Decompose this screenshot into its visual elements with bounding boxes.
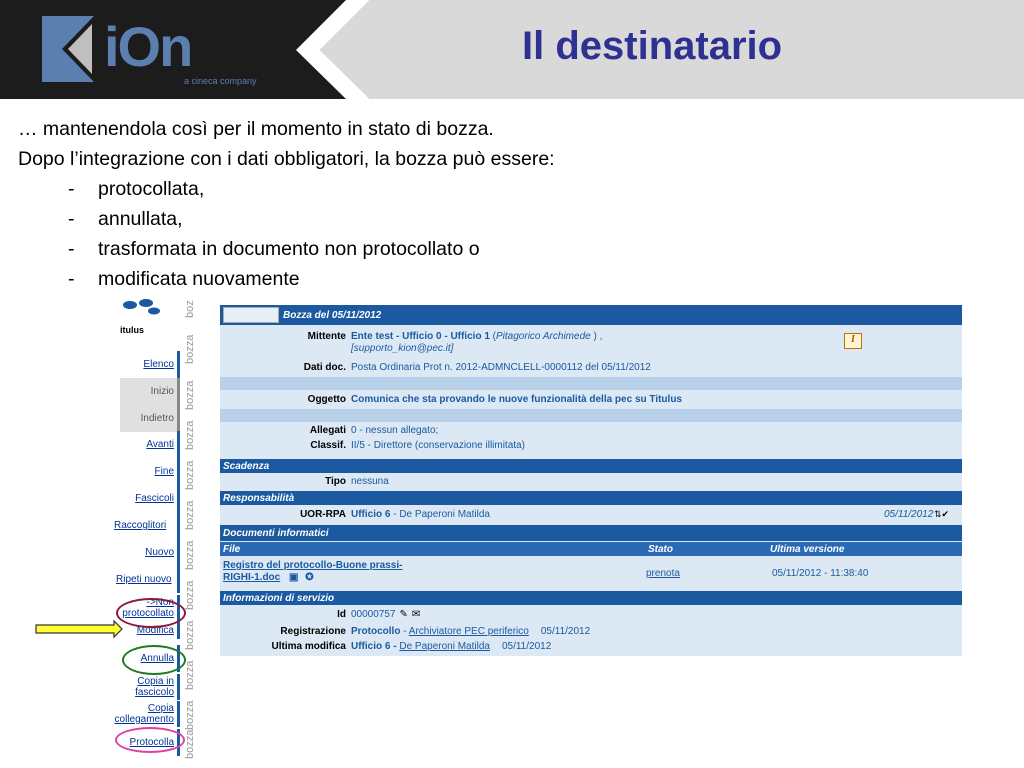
classif-row: Classif. II/5 - Direttore (conservazione illimitata)	[310, 440, 525, 451]
sidebar-item-protocolla[interactable]: Protocolla	[120, 729, 180, 756]
registrazione-row: Registrazione Protocollo - Archiviatore PEC periferico 05/11/2012	[280, 626, 591, 637]
vertical-label: bozza	[184, 420, 196, 450]
annotation-circle-pink	[115, 727, 185, 753]
separator-band	[220, 377, 962, 390]
vertical-label: bozza	[184, 334, 196, 364]
scadenza-bar: Scadenza	[220, 459, 962, 473]
vertical-label: bozza	[184, 500, 196, 530]
annotation-circle-green	[122, 645, 186, 675]
body-line: Dopo l’integrazione con i dati obbligatori, la bozza può essere:	[18, 148, 555, 170]
file-row	[220, 560, 962, 584]
id-row: Id 00000757 ✎ ✉	[337, 609, 421, 620]
sidebar-item-inizio[interactable]: Inizio	[120, 378, 180, 405]
file-stato-link[interactable]: prenota	[646, 568, 680, 579]
slide-body	[18, 114, 555, 294]
print-icon[interactable]	[223, 307, 279, 323]
documenti-bar: Documenti informatici	[220, 525, 962, 541]
save-icon[interactable]: ▣	[289, 572, 299, 583]
vertical-label: bozza	[184, 540, 196, 570]
mittente-email: [supporto_kion@pec.it]	[351, 343, 454, 354]
mittente-row: Mittente Ente test - Ufficio 0 - Ufficio 1 (Pitagorico Archimede ) , [supporto_kion@pec.it] I	[220, 331, 962, 355]
ultima-modifica-row: Ultima modifica Ufficio 6 - De Paperoni Matilda 05/11/2012	[271, 641, 552, 652]
bullet-item: - modificata nuovamente	[18, 264, 555, 294]
tipo-row: Tipo nessuna	[325, 476, 389, 487]
sidebar-item-copia-fascicolo[interactable]: Copia in fascicolo	[120, 674, 180, 700]
bullet-item: - protocollata,	[18, 174, 555, 204]
separator-band	[220, 409, 962, 422]
titulus-logo-icon	[120, 297, 182, 337]
vertical-label: boz	[184, 300, 196, 318]
slide-header	[0, 0, 1024, 99]
vertical-label: bozza	[184, 620, 196, 650]
servizio-bar: Informazioni di servizio	[220, 591, 962, 605]
sidebar-item-ripeti-nuovo[interactable]: Ripeti nuovo	[120, 566, 180, 593]
vertical-label: bozza	[184, 700, 196, 730]
annotation-circle-red	[116, 598, 186, 628]
file-link[interactable]: RIGHI-1.doc	[223, 572, 281, 583]
document-panel	[220, 305, 962, 656]
sidebar-item-raccoglitori[interactable]: Raccoglitori	[120, 512, 180, 539]
kion-logo-k-icon	[42, 16, 94, 82]
vertical-label: bozza	[184, 580, 196, 610]
arrow-icon	[34, 620, 124, 638]
vertical-label: bozza	[184, 660, 196, 690]
bullet-item: - annullata,	[18, 204, 555, 234]
sidebar-item-annulla[interactable]: Annulla	[120, 645, 180, 672]
doc-title: Bozza del 05/11/2012	[283, 309, 382, 321]
file-versione: 05/11/2012 - 11:38:40	[772, 568, 869, 579]
sidebar-item-avanti[interactable]: Avanti	[120, 431, 180, 458]
sidebar-item-modifica[interactable]: Modifica	[120, 621, 180, 639]
logo-text: iOn	[104, 15, 192, 78]
mittente-label: Mittente	[307, 331, 346, 342]
responsabilita-bar: Responsabilità	[220, 491, 962, 505]
uor-date: 05/11/2012	[884, 509, 934, 520]
file-table-header: File Stato Ultima versione	[220, 542, 962, 556]
allegati-row: Allegati 0 - nessun allegato;	[309, 425, 439, 436]
oggetto-row: Oggetto Comunica che sta provando le nuove funzionalità della pec su Titulus	[307, 394, 682, 405]
edit-icon[interactable]: ✎	[399, 609, 408, 620]
vertical-label: bozza	[184, 380, 196, 410]
mittente-person: Pitagorico Archimede	[496, 331, 591, 342]
sidebar-nav	[114, 297, 200, 759]
sign-icon[interactable]: ✪	[305, 572, 314, 583]
vertical-label: bozza	[184, 460, 196, 490]
bullet-item: - trasformata in documento non protocollato o	[18, 234, 555, 264]
sidebar-item-indietro[interactable]: Indietro	[120, 405, 180, 432]
body-line: … mantenendola così per il momento in stato di bozza.	[18, 118, 494, 140]
info-icon[interactable]: I	[844, 333, 862, 349]
sidebar-item-fascicoli[interactable]: Fascicoli	[120, 485, 180, 512]
slide-title: Il destinatario	[522, 24, 783, 68]
sidebar-item-nuovo[interactable]: Nuovo	[120, 539, 180, 566]
uor-row: UOR-RPA Ufficio 6 - De Paperoni Matilda 05/11/2012 ⇅✔	[300, 509, 950, 520]
vertical-label: bozza	[184, 729, 196, 759]
rpa-status-icon: ⇅✔	[934, 509, 950, 519]
datidoc-row: Dati doc. Posta Ordinaria Prot n. 2012-ADMNCLELL-0000112 del 05/11/2012	[303, 362, 651, 373]
sidebar-item-non-protocollato[interactable]: ->Non protocollato	[120, 595, 180, 621]
file-link[interactable]: Registro del protocollo-Buone prassi-	[223, 560, 403, 571]
mail-icon[interactable]: ✉	[411, 609, 421, 620]
sidebar-item-copia-collegamento[interactable]: Copia collegamento	[120, 701, 180, 727]
mittente-value: Ente test - Ufficio 0 - Ufficio 1	[351, 331, 490, 342]
logo-tagline: a cineca company	[184, 76, 257, 86]
sidebar-item-fine[interactable]: Fine	[120, 458, 180, 485]
doc-title-bar	[220, 305, 962, 325]
sidebar-item-elenco[interactable]: Elenco	[120, 351, 180, 378]
app-label: itulus	[120, 325, 144, 335]
